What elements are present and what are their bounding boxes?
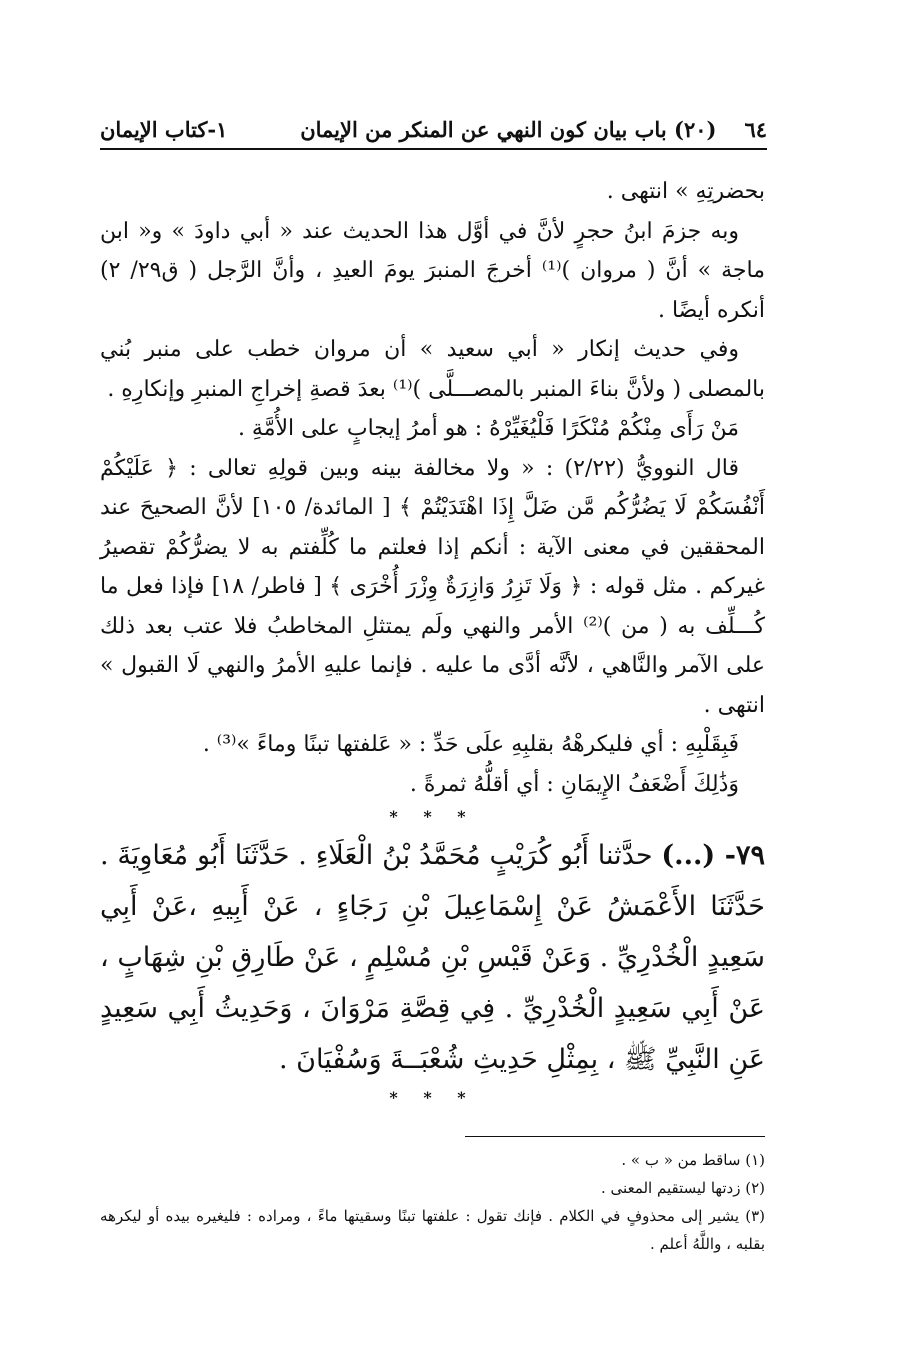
footnote: (١) ساقط من « ب » . [621,1151,765,1169]
footnote: (٣) يشير إلى محذوفٍ في الكلام . فإنك تقول : علفتها تبنًا وسقيتها ماءً ، ومراده : فليغيره بيده أو ليكرهه بقلبه ، واللَّهُ أعلم . [100,1207,765,1253]
text-paragraph: وفي حديث إنكار « أبي سعيد » أن مروان خطب على منبر بُني بالمصلى ( ولأنَّ بناءَ المنبر بالمصـــلَّى )⁽¹⁾ بعدَ قصةِ إخراجِ المنبرِ وإنكارِهِ . [100,337,765,402]
text-paragraph: وَذَٰلِكَ أَضْعَفُ الإِيمَانِ : أي أقلُّهُ ثمرةً . [409,771,739,797]
footnote-divider [465,1136,765,1137]
book-title: ١-كتاب الإيمان [100,117,228,142]
running-header [100,110,767,150]
section-separator: * * * [389,807,476,826]
text-paragraph: وبه جزمَ ابنُ حجرٍ لأنَّ في أوَّل هذا الحديث عند « أبي داودَ » و« ابن ماجة » أنَّ ( مروان )⁽¹⁾ أخرجَ المنبرَ يومَ العيدِ ، وأنَّ الرَّجل ( ق٢٩/ ٢) أنكره أيضًا . [100,218,766,323]
footnote: (٢) زدتها ليستقيم المعنى . [601,1179,765,1197]
hadith-paragraph [100,830,765,1085]
page-number: ٦٤ [744,117,767,142]
hadith-text: حدَّثنا أَبُو كُرَيْبٍ مُحَمَّدُ بْنُ الْعَلَاءِ . حَدَّثَنَا أَبُو مُعَاوِيَةَ . حَدَّثَنَا الأَعْمَشُ عَنْ إِسْمَاعِيلَ بْنِ رَجَاءٍ ، عَنْ أَبِيهِ ،عَنْ أَبِي سَعِيدٍ الْخُدْرِيِّ . وَعَنْ قَيْسِ بْنِ مُسْلِمٍ ، عَنْ طَارِقِ بْنِ شِهَابٍ ، عَنْ أَبِي سَعِيدٍ الْخُدْرِيِّ . فِي قِصَّةِ مَرْوَانَ ، وَحَدِيثُ أَبِي سَعِيدٍ عَنِ النَّبِيِّ ﷺ ، بِمِثْلِ حَدِيثِ شُعْبَــةَ وَسُفْيَانَ . [100,840,765,1075]
footnotes [100,1146,765,1258]
text-paragraph: مَنْ رَأَى مِنْكُمْ مُنْكَرًا فَلْيُغَيِّرْهُ : هو أمرُ إيجابٍ على الأُمَّةِ . [237,416,739,441]
text-paragraph: بحضرتِهِ » انتهى . [606,179,765,204]
text-paragraph: فَبِقَلْبِهِ : أي فليكرهْهُ بقلبِهِ علَى حَدِّ : « عَلفتها تبنًا وماءً »⁽³⁾ . [202,732,739,757]
section-separator-end: * * * [389,1088,476,1107]
text-paragraph: قال النوويُّ (٢/٢٢) : « ولا مخالفة بينه وبين قولِهِ تعالى : ﴿ عَلَيْكُمْ أَنْفُسَكُمْ لَا يَضُرُّكُم مَّن ضَلَّ إِذَا اهْتَدَيْتُمْ ﴾ [ المائدة/ ١٠٥] لأنَّ الصحيحَ عند المحققين في معنى الآية : أنكم إذا فعلتم ما كُلِّفتم به لا يضرُّكُمْ تقصيرُ غيركم . مثل قوله : ﴿ وَلَا تَزِرُ وَازِرَةٌ وِزْرَ أُخْرَى ﴾ [ فاطر/ ١٨] فإذا فعل ما كُـــلِّف به ( من )⁽²⁾ الأمر والنهي ولَم يمتثلِ المخاطبُ فلا عتب بعد ذلك على الآمر والنَّاهي ، لأنَّه أدَّى ما عليه . فإنما عليهِ الأمرُ والنهي لَا القبول » انتهى . [100,455,766,718]
hadith-number: ٧٩- (...) [661,840,765,871]
main-text [100,172,765,1111]
chapter-title: (٢٠) باب بيان كون النهي عن المنكر من الإيمان [300,117,717,142]
